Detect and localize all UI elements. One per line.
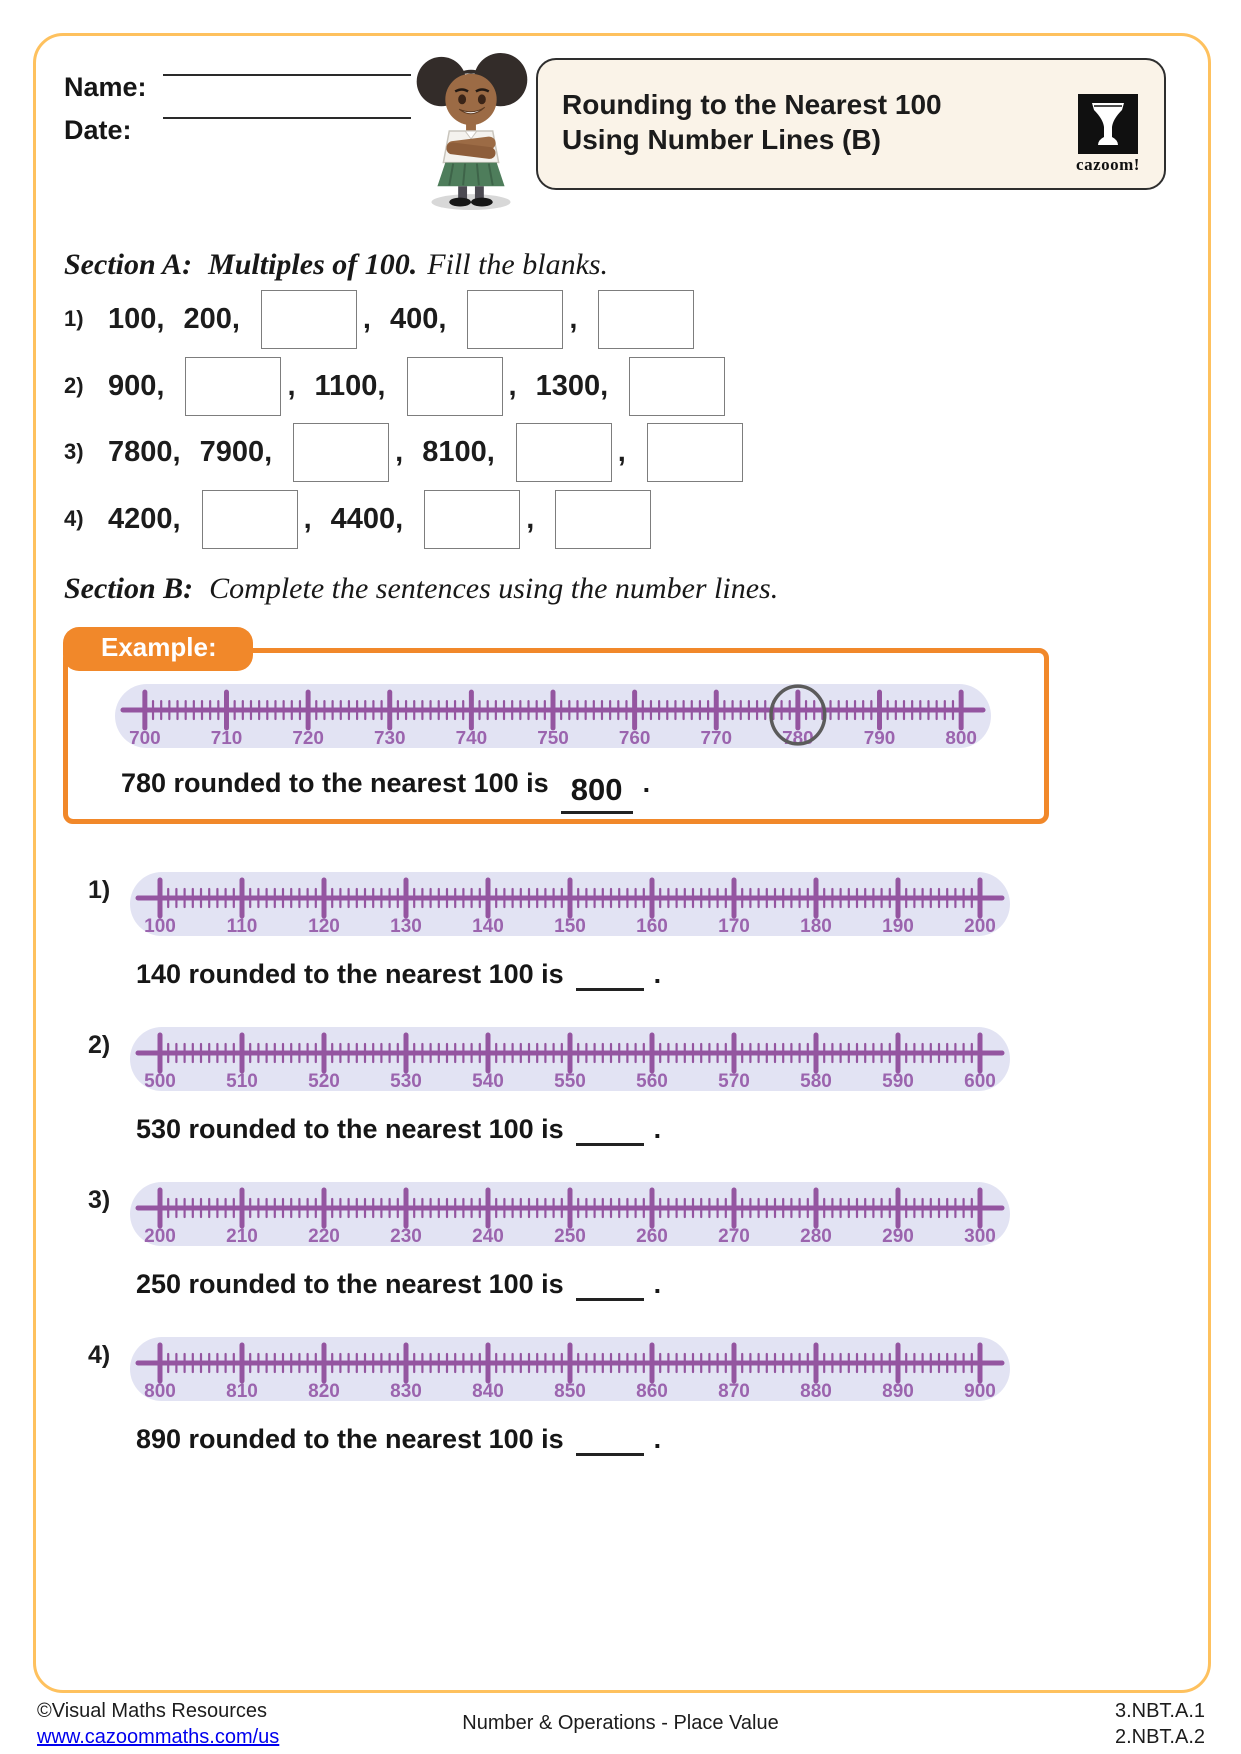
sequence-number: 4400, (330, 502, 404, 535)
sentence-text: 780 rounded to the nearest 100 is (121, 768, 549, 798)
svg-text:270: 270 (718, 1226, 750, 1247)
svg-text:600: 600 (964, 1071, 996, 1092)
svg-text:170: 170 (718, 916, 750, 937)
title-line-2: Using Number Lines (B) (562, 124, 881, 155)
date-input-line[interactable] (163, 117, 411, 119)
blank-answer-box[interactable] (202, 490, 298, 549)
footer-topic: Number & Operations - Place Value (462, 1712, 779, 1734)
svg-text:250: 250 (554, 1226, 586, 1247)
blank-answer-box[interactable] (424, 490, 520, 549)
example-number-line-band (115, 684, 991, 748)
svg-text:280: 280 (800, 1226, 832, 1247)
row-sequence (108, 290, 699, 349)
svg-text:780: 780 (782, 727, 814, 749)
sequence-number: 900, (108, 369, 165, 402)
svg-text:860: 860 (636, 1381, 668, 1402)
svg-text:550: 550 (554, 1071, 586, 1092)
problem-4 (0, 1337, 1241, 1487)
problem-sentence (136, 1417, 661, 1456)
sentence-period: . (642, 768, 651, 798)
section-b-label: Section B: (64, 572, 194, 605)
answer-blank[interactable] (576, 1417, 644, 1456)
row-sequence (108, 423, 748, 482)
svg-text:300: 300 (964, 1226, 996, 1247)
number-line-band (130, 1182, 1010, 1246)
section-b-heading (64, 572, 778, 606)
row-number: 1) (64, 306, 84, 331)
row-sequence (108, 490, 656, 549)
svg-text:560: 560 (636, 1071, 668, 1092)
sequence-number: , (508, 369, 517, 402)
svg-text:520: 520 (308, 1071, 340, 1092)
svg-text:200: 200 (144, 1226, 176, 1247)
problem-number: 4) (88, 1341, 111, 1369)
sequence-number: 8100, (422, 435, 495, 468)
row-sequence (108, 357, 730, 416)
svg-text:900: 900 (964, 1381, 996, 1402)
section-a-instruction: Fill the blanks. (427, 248, 609, 281)
number-line-200-300 (130, 1182, 1010, 1246)
sentence-text: 250 rounded to the nearest 100 is (136, 1269, 564, 1299)
svg-text:850: 850 (554, 1381, 586, 1402)
number-line-band (130, 1337, 1010, 1401)
svg-text:830: 830 (390, 1381, 422, 1402)
number-line-band (130, 872, 1010, 936)
problem-number: 2) (88, 1031, 111, 1059)
sequence-number: , (303, 502, 312, 535)
number-line-800-900 (130, 1337, 1010, 1401)
answer-blank[interactable] (576, 1107, 644, 1146)
svg-text:190: 190 (882, 916, 914, 937)
svg-text:770: 770 (700, 727, 733, 749)
svg-text:240: 240 (472, 1226, 504, 1247)
svg-text:580: 580 (800, 1071, 832, 1092)
svg-text:700: 700 (129, 727, 161, 749)
sequence-number: , (395, 435, 404, 468)
blank-answer-box[interactable] (647, 423, 743, 482)
section-a-topic: Multiples of 100. (208, 248, 418, 281)
row-number: 4) (64, 506, 84, 531)
problem-sentence (136, 1107, 661, 1146)
problem-number: 3) (88, 1186, 111, 1214)
blank-answer-box[interactable] (407, 357, 503, 416)
blank-answer-box[interactable] (629, 357, 725, 416)
svg-text:290: 290 (882, 1226, 914, 1247)
brand-name: cazoom! (1076, 155, 1140, 174)
svg-text:120: 120 (308, 916, 340, 937)
example-tab: Example: (63, 627, 253, 671)
sequence-number: 100, (108, 302, 165, 335)
row-number: 3) (64, 439, 84, 464)
problem-number: 1) (88, 876, 111, 904)
sequence-number: 7800, (108, 435, 181, 468)
answer-blank[interactable] (576, 1262, 644, 1301)
number-line-band (130, 1027, 1010, 1091)
sequence-number: 200, (183, 302, 240, 335)
problem-sentence (136, 1262, 661, 1301)
sequence-number: , (617, 435, 626, 468)
cazoom-logo (1072, 94, 1144, 175)
section-a-row-4 (64, 488, 1144, 550)
svg-text:710: 710 (210, 727, 243, 749)
sequence-number: 7900, (199, 435, 273, 468)
svg-text:840: 840 (472, 1381, 504, 1402)
sequence-number: , (569, 302, 578, 335)
svg-text:140: 140 (472, 916, 504, 937)
svg-text:590: 590 (882, 1071, 914, 1092)
drum-icon (1078, 94, 1138, 154)
svg-text:730: 730 (373, 727, 406, 749)
svg-text:870: 870 (718, 1381, 750, 1402)
blank-answer-box[interactable] (293, 423, 389, 482)
sequence-number: 1300, (535, 369, 609, 402)
svg-text:790: 790 (863, 727, 896, 749)
number-line-500-600 (130, 1027, 1010, 1091)
name-input-line[interactable] (163, 74, 411, 76)
date-label: Date: (64, 115, 132, 145)
sequence-number: 4200, (108, 502, 181, 535)
svg-text:750: 750 (537, 727, 569, 749)
example-sentence (121, 768, 650, 814)
section-a-row-1 (64, 288, 1144, 350)
example-answer: 800 (561, 775, 633, 814)
blank-answer-box[interactable] (598, 290, 694, 349)
standard-code-2: 2.NBT.A.2 (1114, 1726, 1205, 1748)
blank-answer-box[interactable] (467, 290, 563, 349)
svg-text:510: 510 (226, 1071, 258, 1092)
name-label: Name: (64, 72, 147, 102)
svg-text:800: 800 (144, 1381, 176, 1402)
svg-text:160: 160 (636, 916, 668, 937)
sentence-period: . (653, 1424, 662, 1454)
svg-text:200: 200 (964, 916, 996, 937)
website-link[interactable]: www.cazoommaths.com/us (37, 1726, 280, 1748)
blank-answer-box[interactable] (516, 423, 612, 482)
svg-text:530: 530 (390, 1071, 422, 1092)
title-line-1: Rounding to the Nearest 100 (562, 89, 942, 120)
section-a-row-2 (64, 355, 1144, 417)
worksheet-title (562, 87, 942, 157)
answer-blank[interactable] (576, 952, 644, 991)
sequence-number: 1100, (314, 369, 386, 402)
blank-answer-box[interactable] (185, 357, 281, 416)
svg-text:880: 880 (800, 1381, 832, 1402)
sequence-number: , (526, 502, 535, 535)
section-a-label: Section A: (64, 248, 193, 281)
svg-text:740: 740 (455, 727, 488, 749)
sentence-text: 530 rounded to the nearest 100 is (136, 1114, 564, 1144)
svg-text:540: 540 (472, 1071, 504, 1092)
row-number: 2) (64, 373, 84, 398)
blank-answer-box[interactable] (555, 490, 651, 549)
section-a-heading (64, 248, 608, 282)
svg-text:810: 810 (226, 1381, 258, 1402)
sentence-period: . (653, 1114, 662, 1144)
standard-code-1: 3.NBT.A.1 (1114, 1700, 1205, 1722)
svg-text:800: 800 (945, 727, 977, 749)
student-character-illustration (392, 44, 550, 212)
footer-standards (1115, 1698, 1205, 1750)
svg-text:110: 110 (226, 916, 258, 937)
svg-text:760: 760 (618, 727, 651, 749)
copyright-text: ©Visual Maths Resources (37, 1700, 268, 1722)
svg-text:820: 820 (308, 1381, 340, 1402)
section-a-row-3 (64, 421, 1144, 483)
problem-2 (0, 1027, 1241, 1177)
sequence-number: 400, (389, 302, 447, 335)
svg-text:100: 100 (144, 916, 176, 937)
svg-text:180: 180 (800, 916, 832, 937)
section-b-instruction: Complete the sentences using the number lines. (209, 572, 779, 605)
problem-1 (0, 872, 1241, 1022)
sequence-number: , (287, 369, 296, 402)
svg-text:500: 500 (144, 1071, 176, 1092)
svg-text:720: 720 (292, 727, 324, 749)
svg-text:220: 220 (308, 1226, 340, 1247)
number-line-700-800 (115, 684, 991, 748)
number-line-100-200 (130, 872, 1010, 936)
sentence-period: . (653, 959, 662, 989)
svg-text:570: 570 (718, 1071, 750, 1092)
svg-text:210: 210 (226, 1226, 258, 1247)
sentence-text: 890 rounded to the nearest 100 is (136, 1424, 564, 1454)
problem-sentence (136, 952, 661, 991)
sequence-number: , (362, 302, 371, 335)
svg-text:150: 150 (554, 916, 586, 937)
svg-text:890: 890 (882, 1381, 914, 1402)
blank-answer-box[interactable] (261, 290, 357, 349)
worksheet-title-box (536, 58, 1166, 190)
svg-text:260: 260 (636, 1226, 668, 1247)
problem-3 (0, 1182, 1241, 1332)
sentence-text: 140 rounded to the nearest 100 is (136, 959, 564, 989)
svg-text:230: 230 (390, 1226, 422, 1247)
sentence-period: . (653, 1269, 662, 1299)
svg-text:130: 130 (390, 916, 422, 937)
